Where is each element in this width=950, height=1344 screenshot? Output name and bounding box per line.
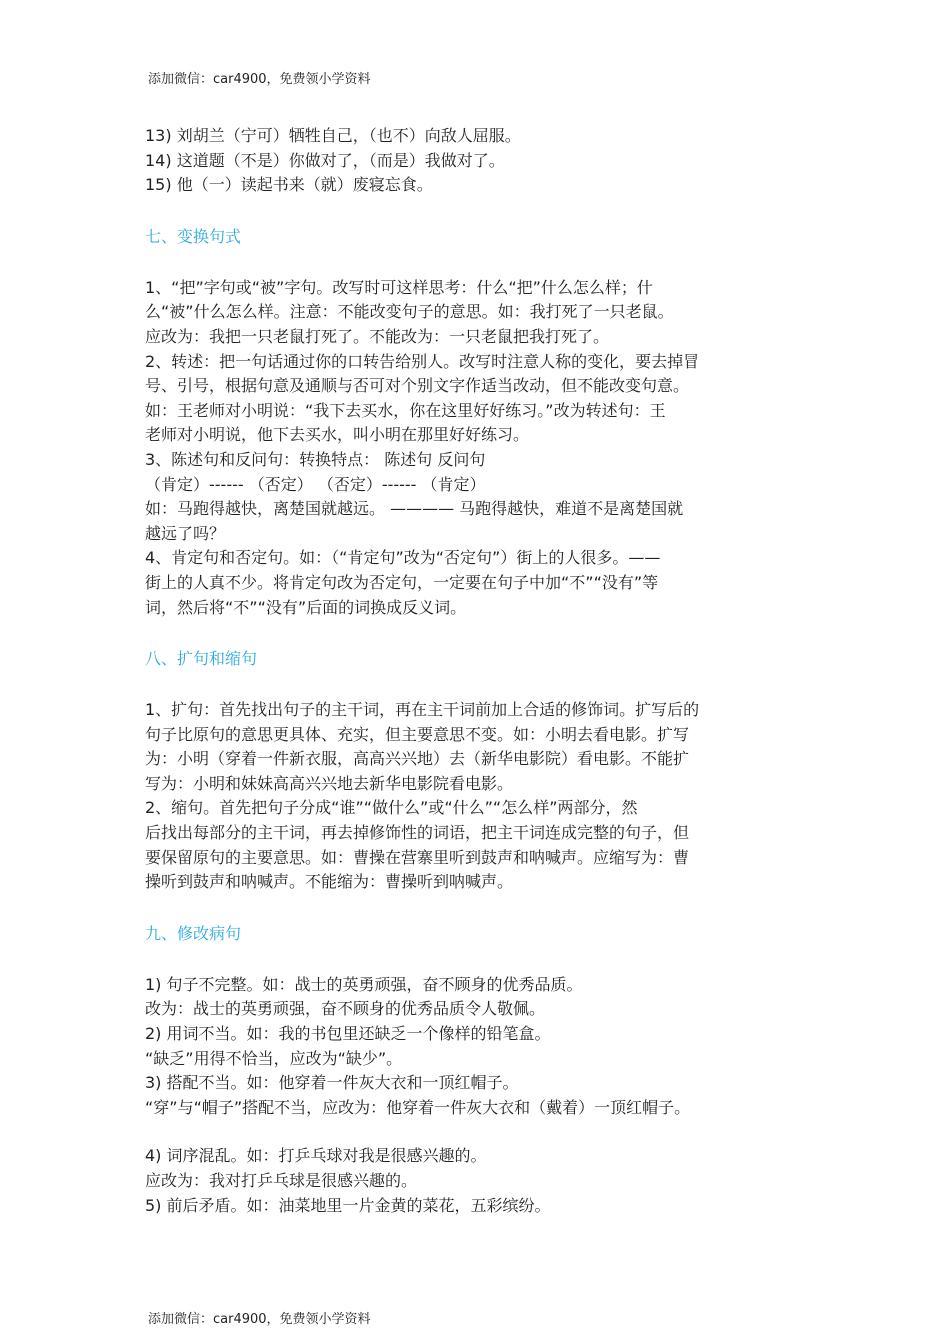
- text-line: 3) 搭配不当。如：他穿着一件灰大衣和一顶红帽子。: [145, 1073, 519, 1093]
- text-line: （肯定）------ （否定） （否定）------ （肯定）: [145, 474, 486, 494]
- text-line: 操听到鼓声和呐喊声。不能缩为：曹操听到呐喊声。: [145, 872, 514, 892]
- section-heading-9: 九、修改病句: [145, 923, 242, 943]
- text-line: 写为：小明和妹妹高高兴兴地去新华电影院看电影。: [145, 773, 514, 793]
- section-heading-8: 八、扩句和缩句: [145, 649, 258, 669]
- text-line: 1、扩句：首先找出句子的主干词，再在主干词前加上合适的修饰词。扩写后的: [145, 700, 700, 720]
- text-line: 为：小明（穿着一件新衣服，高高兴兴地）去（新华电影院）看电影。不能扩: [145, 749, 690, 769]
- header-note: 添加微信：car4900，免费领小学资料: [148, 72, 371, 87]
- text-line: 词，然后将“不”“没有”后面的词换成反义词。: [145, 597, 467, 617]
- text-line: 2、转述：把一句话通过你的口转告给别人。改写时注意人称的变化，要去掉冒: [145, 351, 700, 371]
- text-line: 后找出每部分的主干词，再去掉修饰性的词语，把主干词连成完整的句子，但: [145, 823, 690, 843]
- text-line: 应改为：我对打乒乓球是很感兴趣的。: [145, 1171, 418, 1190]
- text-line: 如：王老师对小明说：“我下去买水，你在这里好好练习。”改为转述句：王: [145, 400, 666, 420]
- text-line: 4、肯定句和否定句。如：（“肯定句”改为“否定句”）街上的人很多。——: [145, 548, 661, 568]
- section-heading-7: 七、变换句式: [145, 226, 242, 246]
- text-line: 改为：战士的英勇顽强，奋不顾身的优秀品质令人敬佩。: [145, 999, 546, 1019]
- text-line: 2) 用词不当。如：我的书包里还缺乏一个像样的铅笔盒。: [145, 1024, 551, 1044]
- text-line: 1) 句子不完整。如：战士的英勇顽强，奋不顾身的优秀品质。: [145, 974, 583, 994]
- text-line: 句子比原句的意思更具体、充实，但主要意思不变。如：小明去看电影。扩写: [145, 724, 690, 744]
- text-line: 2、缩句。首先把句子分成“谁”“做什么”或“什么”“怎么样”两部分，然: [145, 798, 638, 818]
- text-line: 么“被”什么怎么样。注意：不能改变句子的意思。如：我打死了一只老鼠。: [145, 302, 674, 322]
- document-body: [145, 124, 815, 1218]
- text-line: “穿”与“帽子”搭配不当，应改为：他穿着一件灰大衣和（戴着）一顶红帽子。: [145, 1097, 691, 1117]
- text-line: 5) 前后矛盾。如：油菜地里一片金黄的菜花，五彩缤纷。: [145, 1195, 551, 1215]
- text-line: 14) 这道题（不是）你做对了，（而是）我做对了。: [145, 150, 505, 170]
- text-line: 越远了吗？: [145, 523, 226, 543]
- text-line: 3、陈述句和反问句：转换特点： 陈述句 反问句: [145, 449, 486, 469]
- text-line: 13) 刘胡兰（宁可）牺牲自己，（也不）向敌人屈服。: [145, 126, 521, 145]
- text-line: 号、引号，根据句意及通顺与否可对个别文字作适当改动，但不能改变句意。: [145, 376, 690, 396]
- text-line: 15) 他（一）读起书来（就）废寝忘食。: [145, 175, 433, 195]
- text-line: 1、“把”字句或“被”字句。改写时可这样思考：什么“把”什么怎么样；什: [145, 277, 653, 297]
- text-line: 要保留原句的主要意思。如：曹操在营寨里听到鼓声和呐喊声。应缩写为：曹: [145, 847, 690, 867]
- text-line: “缺乏”用得不恰当，应改为“缺少”。: [145, 1048, 403, 1068]
- paragraph-gap: [145, 1120, 815, 1144]
- text-line: 应改为：我把一只老鼠打死了。不能改为：一只老鼠把我打死了。: [145, 326, 610, 346]
- text-line: 如：马跑得越快，离楚国就越远。 ———— 马跑得越快，难道不是离楚国就: [145, 499, 684, 519]
- text-line: 4) 词序混乱。如：打乒乓球对我是很感兴趣的。: [145, 1146, 487, 1166]
- text-line: 老师对小明说，他下去买水，叫小明在那里好好练习。: [145, 425, 530, 445]
- footer-note: 添加微信：car4900，免费领小学资料: [148, 1312, 371, 1327]
- text-line: 街上的人真不少。将肯定句改为否定句，一定要在句子中加“不”“没有”等: [145, 572, 659, 592]
